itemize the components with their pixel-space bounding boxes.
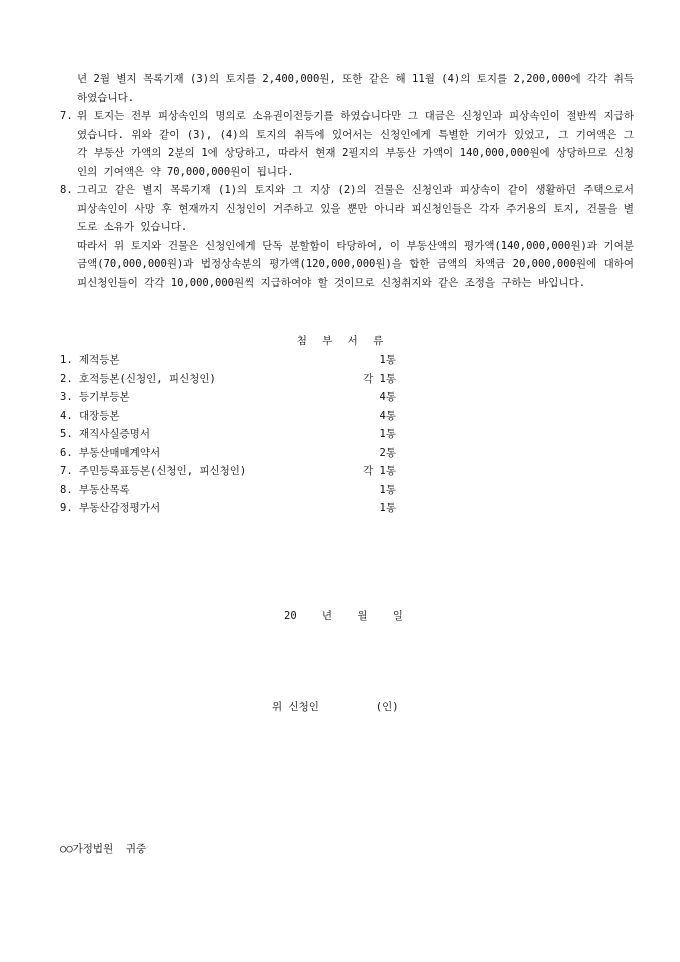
attachment-item [60, 481, 396, 500]
paragraph-7-number: 7. [60, 110, 73, 122]
attachment-item [60, 351, 396, 370]
attachment-item [60, 499, 396, 518]
attachment-item [60, 388, 396, 407]
attachment-label: 9. 부동산감정평가서 [60, 502, 161, 514]
paragraph-8 [60, 181, 634, 292]
date-line: 20 년 월 일 [284, 610, 403, 622]
paragraph-8-number: 8. [60, 184, 73, 196]
paragraph-6-continued: 년 2월 별지 목록기재 (3)의 토지를 2,400,000원, 또한 같은 해 11월 (4)의 토지를 2,200,000에 각각 취득하였습니다. [77, 73, 634, 104]
attachment-item [60, 370, 396, 389]
attachment-label: 7. 주민등록표등본(신청인, 피신청인) [60, 465, 247, 477]
attachment-qty: 각 1통 [363, 465, 396, 477]
attachment-label: 5. 재직사실증명서 [60, 428, 150, 440]
attachment-label: 4. 대장등본 [60, 409, 120, 422]
body-text [60, 70, 634, 292]
attachment-qty: 1통 [379, 483, 396, 496]
attachment-label: 8. 부동산목록 [60, 483, 130, 496]
attachments-title: 첨 부 서 류 [296, 335, 384, 347]
attachment-item [60, 407, 396, 426]
attachment-item [60, 462, 396, 481]
paragraph-8-text-part1: 그리고 같은 별지 목록기재 (1)의 토지와 그 지상 (2)의 건물은 신청인과 피상속이 같이 생활하던 주택으로서 피상속인이 사망 후 현재까지 신청인이 거주하고 있을 뿐만 아니라 피신청인들은 각자 주거용의 토지, 건물을 별도로 소유가 있습니다. [77, 184, 634, 233]
applicant-signature-line: 위 신청인 (인) [272, 701, 399, 713]
attachment-label: 6. 부동산매매계약서 [60, 446, 161, 459]
attachment-qty: 2통 [379, 446, 396, 459]
attachment-item [60, 425, 396, 444]
paragraph-8-text [77, 181, 634, 292]
attachment-qty: 1통 [379, 354, 396, 366]
attachment-item [60, 444, 396, 463]
attachment-qty: 4통 [379, 409, 396, 422]
attachment-qty: 1통 [379, 428, 396, 440]
paragraph-7 [60, 107, 634, 181]
attachment-label: 1. 제적등본 [60, 354, 120, 366]
court-addressee: ○○가정법원 귀중 [60, 843, 147, 855]
attachment-qty: 4통 [379, 391, 396, 403]
paragraph-7-text: 위 토지는 전부 피상속인의 명의로 소유권이전등기를 하였습니다만 그 대금은 신청인과 피상속인이 절반씩 지급하였습니다. 위와 같이 (3), (4)의 토지의 취득에 있어서는 신청인에게 특별한 기여가 있었고, 그 기여액은 그 각 부동산 가액의 2분의 1에 상당하고, 따라서 현재 2필지의 부동산 가액이 140,000,000원에 상당하므로 신청인의 기여액은 약 70,000,000원이 됩니다. [77, 110, 634, 178]
attachments-list [60, 351, 396, 518]
attachment-label: 3. 등기부등본 [60, 391, 130, 403]
attachment-qty: 1통 [379, 502, 396, 514]
attachment-label: 2. 호적등본(신청인, 피신청인) [60, 372, 216, 385]
paragraph-8-text-part2: 따라서 위 토지와 건물은 신청인에게 단독 분할함이 타당하여, 이 부동산액의 평가액(140,000,000원)과 기여분 금액(70,000,000원)과 법정상속분의 평가액(120,000,000원)을 합한 금액의 차액금 20,000,000원에 대하여 피신청인들이 각각 10,000,000원씩 지급하여야 할 것이므로 신청취지와 같은 조정을 구하는 바입니다. [77, 239, 634, 289]
attachment-qty: 각 1통 [363, 372, 396, 385]
